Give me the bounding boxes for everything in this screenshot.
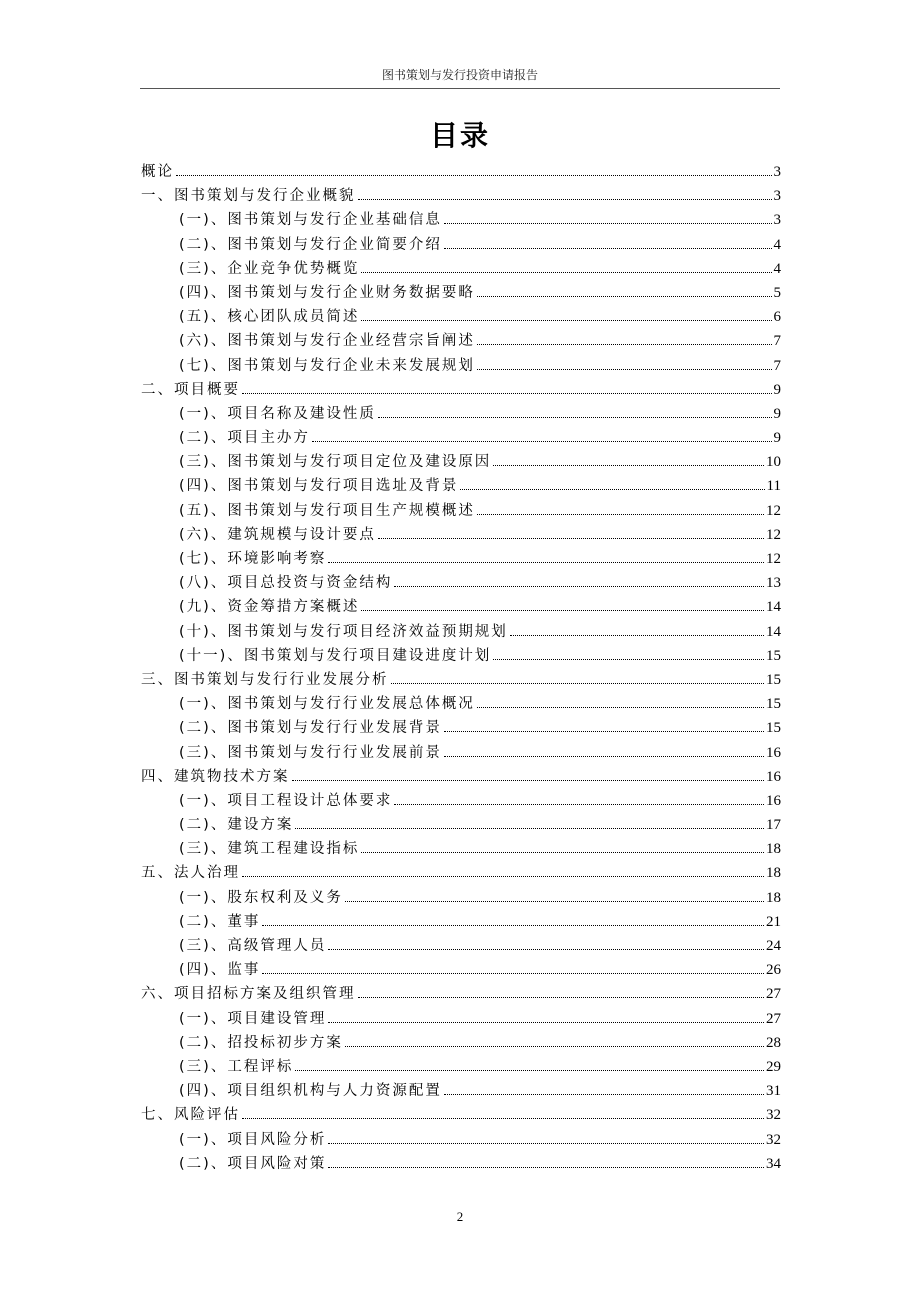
dot-leader	[361, 272, 771, 273]
toc-entry-title: (二)、招投标初步方案	[179, 1034, 343, 1051]
toc-page-number: 11	[766, 478, 781, 495]
dot-leader	[394, 804, 764, 805]
toc-entry-title: (二)、董事	[179, 913, 261, 930]
toc-subentry[interactable]	[141, 1079, 781, 1103]
toc-entry-title: (九)、资金筹措方案概述	[179, 599, 360, 616]
toc-entry-title: (三)、图书策划与发行行业发展前景	[179, 744, 442, 761]
toc-entry-title: (四)、项目组织机构与人力资源配置	[179, 1083, 442, 1100]
toc-subentry[interactable]	[141, 886, 781, 910]
toc-subentry[interactable]	[141, 523, 781, 547]
toc-page-number: 34	[766, 1155, 781, 1172]
toc-entry-title: (二)、建设方案	[179, 817, 294, 834]
dot-leader	[345, 901, 764, 902]
dot-leader	[477, 369, 772, 370]
toc-entry-title: 四、建筑物技术方案	[141, 768, 290, 785]
dot-leader	[312, 441, 772, 442]
dot-leader	[242, 393, 772, 394]
dot-leader	[477, 514, 764, 515]
toc-entry-title: 六、项目招标方案及组织管理	[141, 986, 356, 1003]
dot-leader	[510, 635, 764, 636]
toc-page-number: 15	[766, 647, 781, 664]
toc-entry-title: (六)、图书策划与发行企业经营宗旨阐述	[179, 333, 475, 350]
dot-leader	[361, 610, 764, 611]
toc-entry-title: (三)、建筑工程建设指标	[179, 841, 360, 858]
toc-subentry[interactable]	[141, 692, 781, 716]
toc-entry[interactable]	[141, 668, 781, 692]
toc-subentry[interactable]	[141, 1007, 781, 1031]
toc-page-number: 28	[766, 1034, 781, 1051]
toc-entry-title: (二)、图书策划与发行行业发展背景	[179, 720, 442, 737]
toc-entry-title: (七)、图书策划与发行企业未来发展规划	[179, 357, 475, 374]
toc-entry-title: (十)、图书策划与发行项目经济效益预期规划	[179, 623, 508, 640]
toc-page-number: 16	[766, 768, 781, 785]
dot-leader	[358, 997, 765, 998]
header-divider	[140, 88, 780, 89]
toc-page-number: 17	[766, 817, 781, 834]
toc-page-number: 21	[766, 913, 781, 930]
dot-leader	[328, 1022, 764, 1023]
toc-entry-title: (一)、图书策划与发行行业发展总体概况	[179, 696, 475, 713]
toc-page-number: 4	[773, 260, 781, 277]
dot-leader	[242, 876, 764, 877]
page-title: 目录	[429, 119, 490, 152]
dot-leader	[444, 756, 764, 757]
toc-entry-title: (一)、项目风险分析	[179, 1131, 327, 1148]
toc-subentry[interactable]	[141, 233, 781, 257]
toc-entry-title: (一)、项目名称及建设性质	[179, 405, 376, 422]
dot-leader	[477, 344, 772, 345]
toc-page-number: 12	[766, 502, 781, 519]
toc-page-number: 3	[773, 164, 781, 180]
toc-page-number: 32	[766, 1131, 781, 1148]
toc-entry[interactable]	[141, 982, 781, 1006]
toc-subentry[interactable]	[141, 329, 781, 353]
toc-subentry[interactable]	[141, 474, 781, 498]
toc-entry-title: (三)、企业竞争优势概览	[179, 260, 360, 277]
dot-leader	[295, 1070, 764, 1071]
toc-entry-title: (四)、图书策划与发行项目选址及背景	[179, 478, 459, 495]
toc-page-number: 14	[766, 623, 781, 640]
dot-leader	[292, 780, 765, 781]
dot-leader	[444, 248, 772, 249]
toc-entry[interactable]	[141, 861, 781, 885]
toc-subentry[interactable]	[141, 1031, 781, 1055]
toc-entry[interactable]	[141, 160, 781, 184]
toc-page-number: 27	[766, 986, 781, 1003]
toc-page-number: 7	[773, 333, 781, 350]
toc-entry[interactable]	[141, 184, 781, 208]
dot-leader	[262, 973, 764, 974]
toc-subentry[interactable]	[141, 789, 781, 813]
toc-entry-title: (二)、图书策划与发行企业简要介绍	[179, 236, 442, 253]
toc-entry-title: 七、风险评估	[141, 1107, 240, 1124]
toc-entry-title: (三)、图书策划与发行项目定位及建设原因	[179, 454, 492, 471]
dot-leader	[477, 296, 772, 297]
toc-subentry[interactable]	[141, 837, 781, 861]
dot-leader	[176, 175, 772, 176]
toc-page-number: 10	[766, 454, 781, 471]
toc-entry-title: 五、法人治理	[141, 865, 240, 882]
toc-entry-title: (四)、图书策划与发行企业财务数据要略	[179, 284, 475, 301]
dot-leader	[328, 1143, 764, 1144]
toc-subentry[interactable]	[141, 571, 781, 595]
toc-subentry[interactable]	[141, 910, 781, 934]
toc-subentry[interactable]	[141, 305, 781, 329]
toc-subentry[interactable]	[141, 281, 781, 305]
dot-leader	[361, 852, 764, 853]
dot-leader	[444, 1094, 764, 1095]
running-header: 图书策划与发行投资申请报告	[381, 68, 538, 82]
toc-entry-title: 三、图书策划与发行行业发展分析	[141, 671, 389, 688]
toc-subentry[interactable]	[141, 426, 781, 450]
toc-page-number: 15	[766, 696, 781, 713]
toc-page-number: 14	[766, 599, 781, 616]
dot-leader	[361, 320, 771, 321]
dot-leader	[345, 1046, 764, 1047]
dot-leader	[378, 417, 772, 418]
toc-page-number: 29	[766, 1058, 781, 1075]
toc-entry-title: (六)、建筑规模与设计要点	[179, 526, 376, 543]
dot-leader	[295, 828, 764, 829]
dot-leader	[444, 731, 764, 732]
toc-page-number: 15	[766, 671, 781, 688]
toc-page-number: 4	[773, 236, 781, 253]
toc-page-number: 3	[773, 212, 781, 229]
toc-page-number: 27	[766, 1010, 781, 1027]
toc-subentry[interactable]	[141, 257, 781, 281]
toc-entry-title: (二)、项目主办方	[179, 430, 310, 447]
toc-page-number: 31	[766, 1083, 781, 1100]
toc-subentry[interactable]	[141, 1152, 781, 1176]
table-of-contents	[141, 160, 781, 1176]
toc-page-number: 3	[773, 188, 781, 205]
toc-page-number: 15	[766, 720, 781, 737]
toc-entry-title: (十一)、图书策划与发行项目建设进度计划	[179, 647, 492, 664]
toc-subentry[interactable]	[141, 208, 781, 232]
dot-leader	[391, 683, 765, 684]
toc-subentry[interactable]	[141, 813, 781, 837]
dot-leader	[493, 659, 764, 660]
toc-subentry[interactable]	[141, 1128, 781, 1152]
toc-subentry[interactable]	[141, 499, 781, 523]
toc-subentry[interactable]	[141, 934, 781, 958]
dot-leader	[394, 586, 764, 587]
toc-entry[interactable]	[141, 1103, 781, 1127]
toc-page-number: 12	[766, 551, 781, 567]
toc-subentry[interactable]	[141, 595, 781, 619]
toc-page-number: 9	[773, 405, 781, 422]
toc-page-number: 18	[766, 841, 781, 858]
toc-subentry[interactable]	[141, 402, 781, 426]
toc-subentry[interactable]	[141, 958, 781, 982]
toc-entry-title: (二)、项目风险对策	[179, 1155, 327, 1172]
toc-entry-title: (一)、项目工程设计总体要求	[179, 792, 393, 809]
toc-entry-title: (七)、环境影响考察	[179, 551, 327, 567]
toc-subentry[interactable]	[141, 547, 781, 571]
toc-page-number: 7	[773, 357, 781, 374]
toc-entry-title: (八)、项目总投资与资金结构	[179, 575, 393, 592]
toc-entry[interactable]	[141, 765, 781, 789]
toc-page-number: 24	[766, 938, 781, 954]
toc-page-number: 32	[766, 1107, 781, 1124]
dot-leader	[460, 489, 764, 490]
toc-page-number: 26	[766, 962, 781, 979]
toc-page-number: 5	[773, 284, 781, 301]
dot-leader	[328, 1167, 764, 1168]
dot-leader	[378, 538, 764, 539]
toc-subentry[interactable]	[141, 450, 781, 474]
toc-subentry[interactable]	[141, 354, 781, 378]
toc-entry-title: (四)、监事	[179, 962, 261, 979]
toc-subentry[interactable]	[141, 741, 781, 765]
toc-subentry[interactable]	[141, 1055, 781, 1079]
toc-page-number: 16	[766, 744, 781, 761]
toc-page-number: 9	[773, 381, 781, 398]
toc-subentry[interactable]	[141, 716, 781, 740]
toc-subentry[interactable]	[141, 644, 781, 668]
toc-subentry[interactable]	[141, 620, 781, 644]
toc-page-number: 12	[766, 526, 781, 543]
toc-entry-title: (五)、图书策划与发行项目生产规模概述	[179, 502, 475, 519]
page-number: 2	[456, 1209, 464, 1224]
toc-page-number: 16	[766, 792, 781, 809]
toc-entry-title: 一、图书策划与发行企业概貌	[141, 188, 356, 205]
dot-leader	[444, 223, 772, 224]
dot-leader	[328, 562, 764, 563]
toc-page-number: 18	[766, 889, 781, 906]
dot-leader	[358, 199, 772, 200]
dot-leader	[328, 949, 764, 950]
toc-entry[interactable]	[141, 378, 781, 402]
dot-leader	[242, 1118, 764, 1119]
dot-leader	[262, 925, 764, 926]
toc-page-number: 18	[766, 865, 781, 882]
dot-leader	[493, 465, 764, 466]
toc-entry-title: (五)、核心团队成员简述	[179, 309, 360, 326]
toc-entry-title: 概论	[141, 164, 174, 180]
toc-entry-title: (三)、工程评标	[179, 1058, 294, 1075]
toc-entry-title: 二、项目概要	[141, 381, 240, 398]
toc-page-number: 13	[766, 575, 781, 592]
toc-page-number: 6	[773, 309, 781, 326]
toc-entry-title: (一)、股东权利及义务	[179, 889, 343, 906]
toc-entry-title: (一)、项目建设管理	[179, 1010, 327, 1027]
toc-entry-title: (三)、高级管理人员	[179, 938, 327, 954]
toc-entry-title: (一)、图书策划与发行企业基础信息	[179, 212, 442, 229]
toc-page-number: 9	[773, 430, 781, 447]
dot-leader	[477, 707, 764, 708]
